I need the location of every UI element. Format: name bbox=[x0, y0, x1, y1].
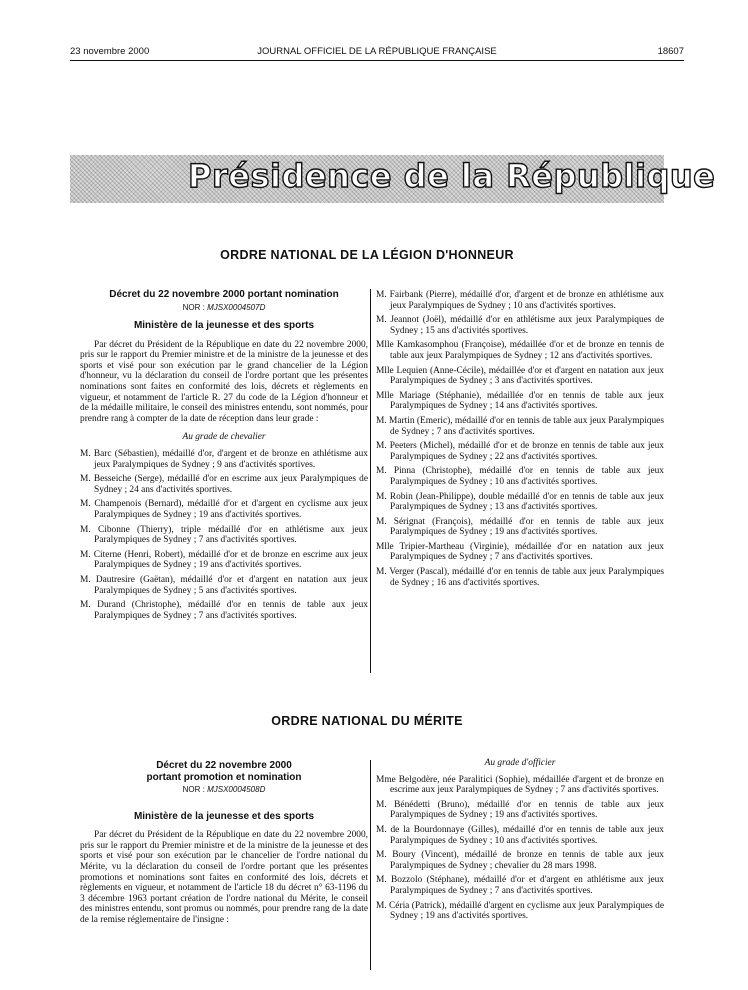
header-date: 23 novembre 2000 bbox=[70, 46, 150, 57]
merite-right-column bbox=[376, 758, 664, 926]
header-rule bbox=[70, 60, 684, 61]
list-item: Mlle Mariage (Stéphanie), médaillée d'or en tennis de table aux jeux Paralympiques de Sydney ; 14 ans d'activités sportives. bbox=[376, 390, 664, 412]
legion-decree-title: Décret du 22 novembre 2000 portant nomination bbox=[109, 289, 339, 300]
list-item: M. Fairbank (Pierre), médaillé d'or, d'argent et de bronze en athlétisme aux jeux Paralympiques de Sydney ; 10 ans d'activités sportives. bbox=[376, 290, 664, 311]
merite-nor-value: MJSX0004508D bbox=[207, 785, 266, 794]
list-item: M. Besseiche (Serge), médaillé d'or en escrime aux jeux Paralympiques de Sydney ; 24 ans d'activités sportives. bbox=[80, 474, 368, 495]
merite-grade: Au grade d'officier bbox=[484, 758, 556, 768]
list-item: M. Dautresire (Gaëtan), médaillé d'or et d'argent en natation aux jeux Paralympiques de Sydney ; 5 ans d'activités sportives. bbox=[80, 574, 368, 596]
merite-ministry: Ministère de la jeunesse et des sports bbox=[133, 810, 315, 822]
merite-decree-title-line1: Décret du 22 novembre 2000 bbox=[156, 760, 292, 771]
list-item: M. Martin (Emeric), médaillé d'or en tennis de table aux jeux Paralympiques de Sydney ; 7 ans d'activités sportives. bbox=[376, 415, 664, 437]
list-item: M. Jeannot (Joël), médaillé d'or en athlétisme aux jeux Paralympiques de Sydney ; 15 ans d'activités sportives. bbox=[376, 315, 664, 336]
list-item: M. Sérignat (François), médaillé d'or en tennis de table aux jeux Paralympiques de Sydney ; 19 ans d'activités sportives. bbox=[376, 516, 664, 538]
list-item: M. Céria (Patrick), médaillé d'argent en cyclisme aux jeux Paralympiques de Sydney ; 19 ans d'activités sportives. bbox=[376, 900, 664, 922]
legion-nor-label: NOR : bbox=[182, 302, 205, 312]
list-item: M. Verger (Pascal), médaillé d'or en tennis de table aux jeux Paralympiques de Sydney ; 16 ans d'activités sportives. bbox=[376, 567, 664, 588]
list-item: M. Durand (Christophe), médaillé d'or en tennis de table aux jeux Paralympiques de Sydney ; 7 ans d'activités sportives. bbox=[80, 600, 368, 621]
merite-left-column bbox=[80, 760, 368, 926]
list-item: M. Peeters (Michel), médaillé d'or et de bronze en tennis de table aux jeux Paralympiques de Sydney ; 22 ans d'activités sportives. bbox=[376, 441, 664, 462]
list-item: M. Barc (Sébastien), médaillé d'or, d'argent et de bronze en athlétisme aux jeux Paralympiques de Sydney ; 9 ans d'activités sportives. bbox=[80, 449, 368, 470]
legion-right-column bbox=[376, 290, 664, 592]
legion-left-column bbox=[80, 289, 368, 625]
running-header bbox=[70, 46, 684, 60]
presidency-banner bbox=[70, 155, 716, 203]
list-item: M. Bozzolo (Stéphane), médaillé d'or et d'argent en athlétisme aux jeux Paralympiques de Sydney ; 7 ans d'activités sportives. bbox=[376, 875, 664, 896]
list-item: Mlle Tripier-Martheau (Virginie), médaillée d'or en natation aux jeux Paralympiques de Sydney ; 7 ans d'activités sportives. bbox=[376, 541, 664, 563]
merite-nor bbox=[80, 785, 368, 796]
list-item: Mlle Lequien (Anne-Cécile), médaillée d'or et d'argent en natation aux jeux Paralympiques de Sydney ; 3 ans d'activités sportives. bbox=[376, 365, 664, 387]
header-journal-title: JOURNAL OFFICIEL DE LA RÉPUBLIQUE FRANÇAISE bbox=[257, 46, 497, 57]
list-item: M. Citerne (Henri, Robert), médaillé d'or et de bronze en escrime aux jeux Paralympiques de Sydney ; 19 ans d'activités sportives. bbox=[80, 549, 368, 571]
list-item: Mlle Kamkasomphou (Françoise), médaillée d'or et de bronze en tennis de table aux jeux Paralympiques de Sydney ; 12 ans d'activités sportives. bbox=[376, 340, 664, 361]
legion-section-title: ORDRE NATIONAL DE LA LÉGION D'HONNEUR bbox=[220, 248, 514, 262]
list-item: M. Pinna (Christophe), médaillé d'or en tennis de table aux jeux Paralympiques de Sydney ; 10 ans d'activités sportives. bbox=[376, 466, 664, 487]
list-item: M. Champenois (Bernard), médaillé d'or et d'argent en cyclisme aux jeux Paralympiques de Sydney ; 19 ans d'activités sportives. bbox=[80, 499, 368, 520]
merite-preamble: Par décret du Président de la République en date du 22 novembre 2000, pris sur le rapport du Premier ministre et de la ministre de la jeunesse et des sports et visé pour son exécution par le chancelier de l'ordre national du Mérite, vu la déclaration du conseil de l'ordre portant que les présentes promotions et nominations sont faites en conformité des lois, décrets et règlements en vigueur, et notamment de l'article 18 du décret n° 63-1196 du 3 décembre 1963 portant création de l'ordre national du Mérite, le conseil des ministres entendu, sont promus ou nommés, pour prendre rang de la date de la remise réglementaire de l'insigne : bbox=[80, 830, 368, 925]
list-item: M. Robin (Jean-Philippe), double médaillé d'or en tennis de table aux jeux Paralympiques de Sydney ; 13 ans d'activités sportives. bbox=[376, 491, 664, 513]
list-item: M. Cibonne (Thierry), triple médaillé d'or en athlétisme aux jeux Paralympiques de Sydney ; 7 ans d'activités sportives. bbox=[80, 524, 368, 546]
legion-grade: Au grade de chevalier bbox=[182, 432, 266, 443]
list-item: M. Boury (Vincent), médaillé de bronze en tennis de table aux jeux Paralympiques de Sydney ; chevalier du 28 mars 1998. bbox=[376, 850, 664, 871]
legion-preamble: Par décret du Président de la République en date du 22 novembre 2000, pris sur le rapport du Premier ministre et de la ministre de la jeunesse et des sports et visé pour son exécution par le grand chancelier de la Légion d'honneur, vu la déclaration du conseil de l'ordre portant que les présentes nominations sont faites en conformité des lois, décrets et règlements en vigueur, et notamment de l'article R. 27 du code de la Légion d'honneur et de la médaille militaire, le conseil des ministres entendu, sont nommés, pour prendre rang à compter de la date de réception dans leur grade : bbox=[80, 339, 368, 424]
merite-section-title: ORDRE NATIONAL DU MÉRITE bbox=[271, 714, 463, 728]
merite-column-divider bbox=[370, 760, 371, 970]
legion-ministry: Ministère de la jeunesse et des sports bbox=[133, 320, 315, 332]
list-item: M. Bénédetti (Bruno), médaillé d'or en tennis de table aux jeux Paralympiques de Sydney ; 19 ans d'activités sportives. bbox=[376, 799, 664, 821]
legion-nor bbox=[80, 303, 368, 314]
banner-title: Présidence de la République bbox=[188, 157, 716, 195]
merite-nor-label: NOR : bbox=[182, 785, 205, 794]
legion-nor-value: MJSX0004507D bbox=[207, 302, 266, 312]
header-page-number: 18607 bbox=[657, 46, 684, 57]
legion-column-divider bbox=[370, 289, 371, 673]
list-item: M. de la Bourdonnaye (Gilles), médaillé d'or en tennis de table aux jeux Paralympiques de Sydney ; 10 ans d'activités sportives. bbox=[376, 824, 664, 846]
list-item: Mme Belgodère, née Paralitici (Sophie), médaillée d'argent et de bronze en escrime aux jeux Paralympiques de Sydney ; 7 ans d'activités sportives. bbox=[376, 774, 664, 796]
merite-decree-title-line2: portant promotion et nomination bbox=[146, 771, 302, 783]
